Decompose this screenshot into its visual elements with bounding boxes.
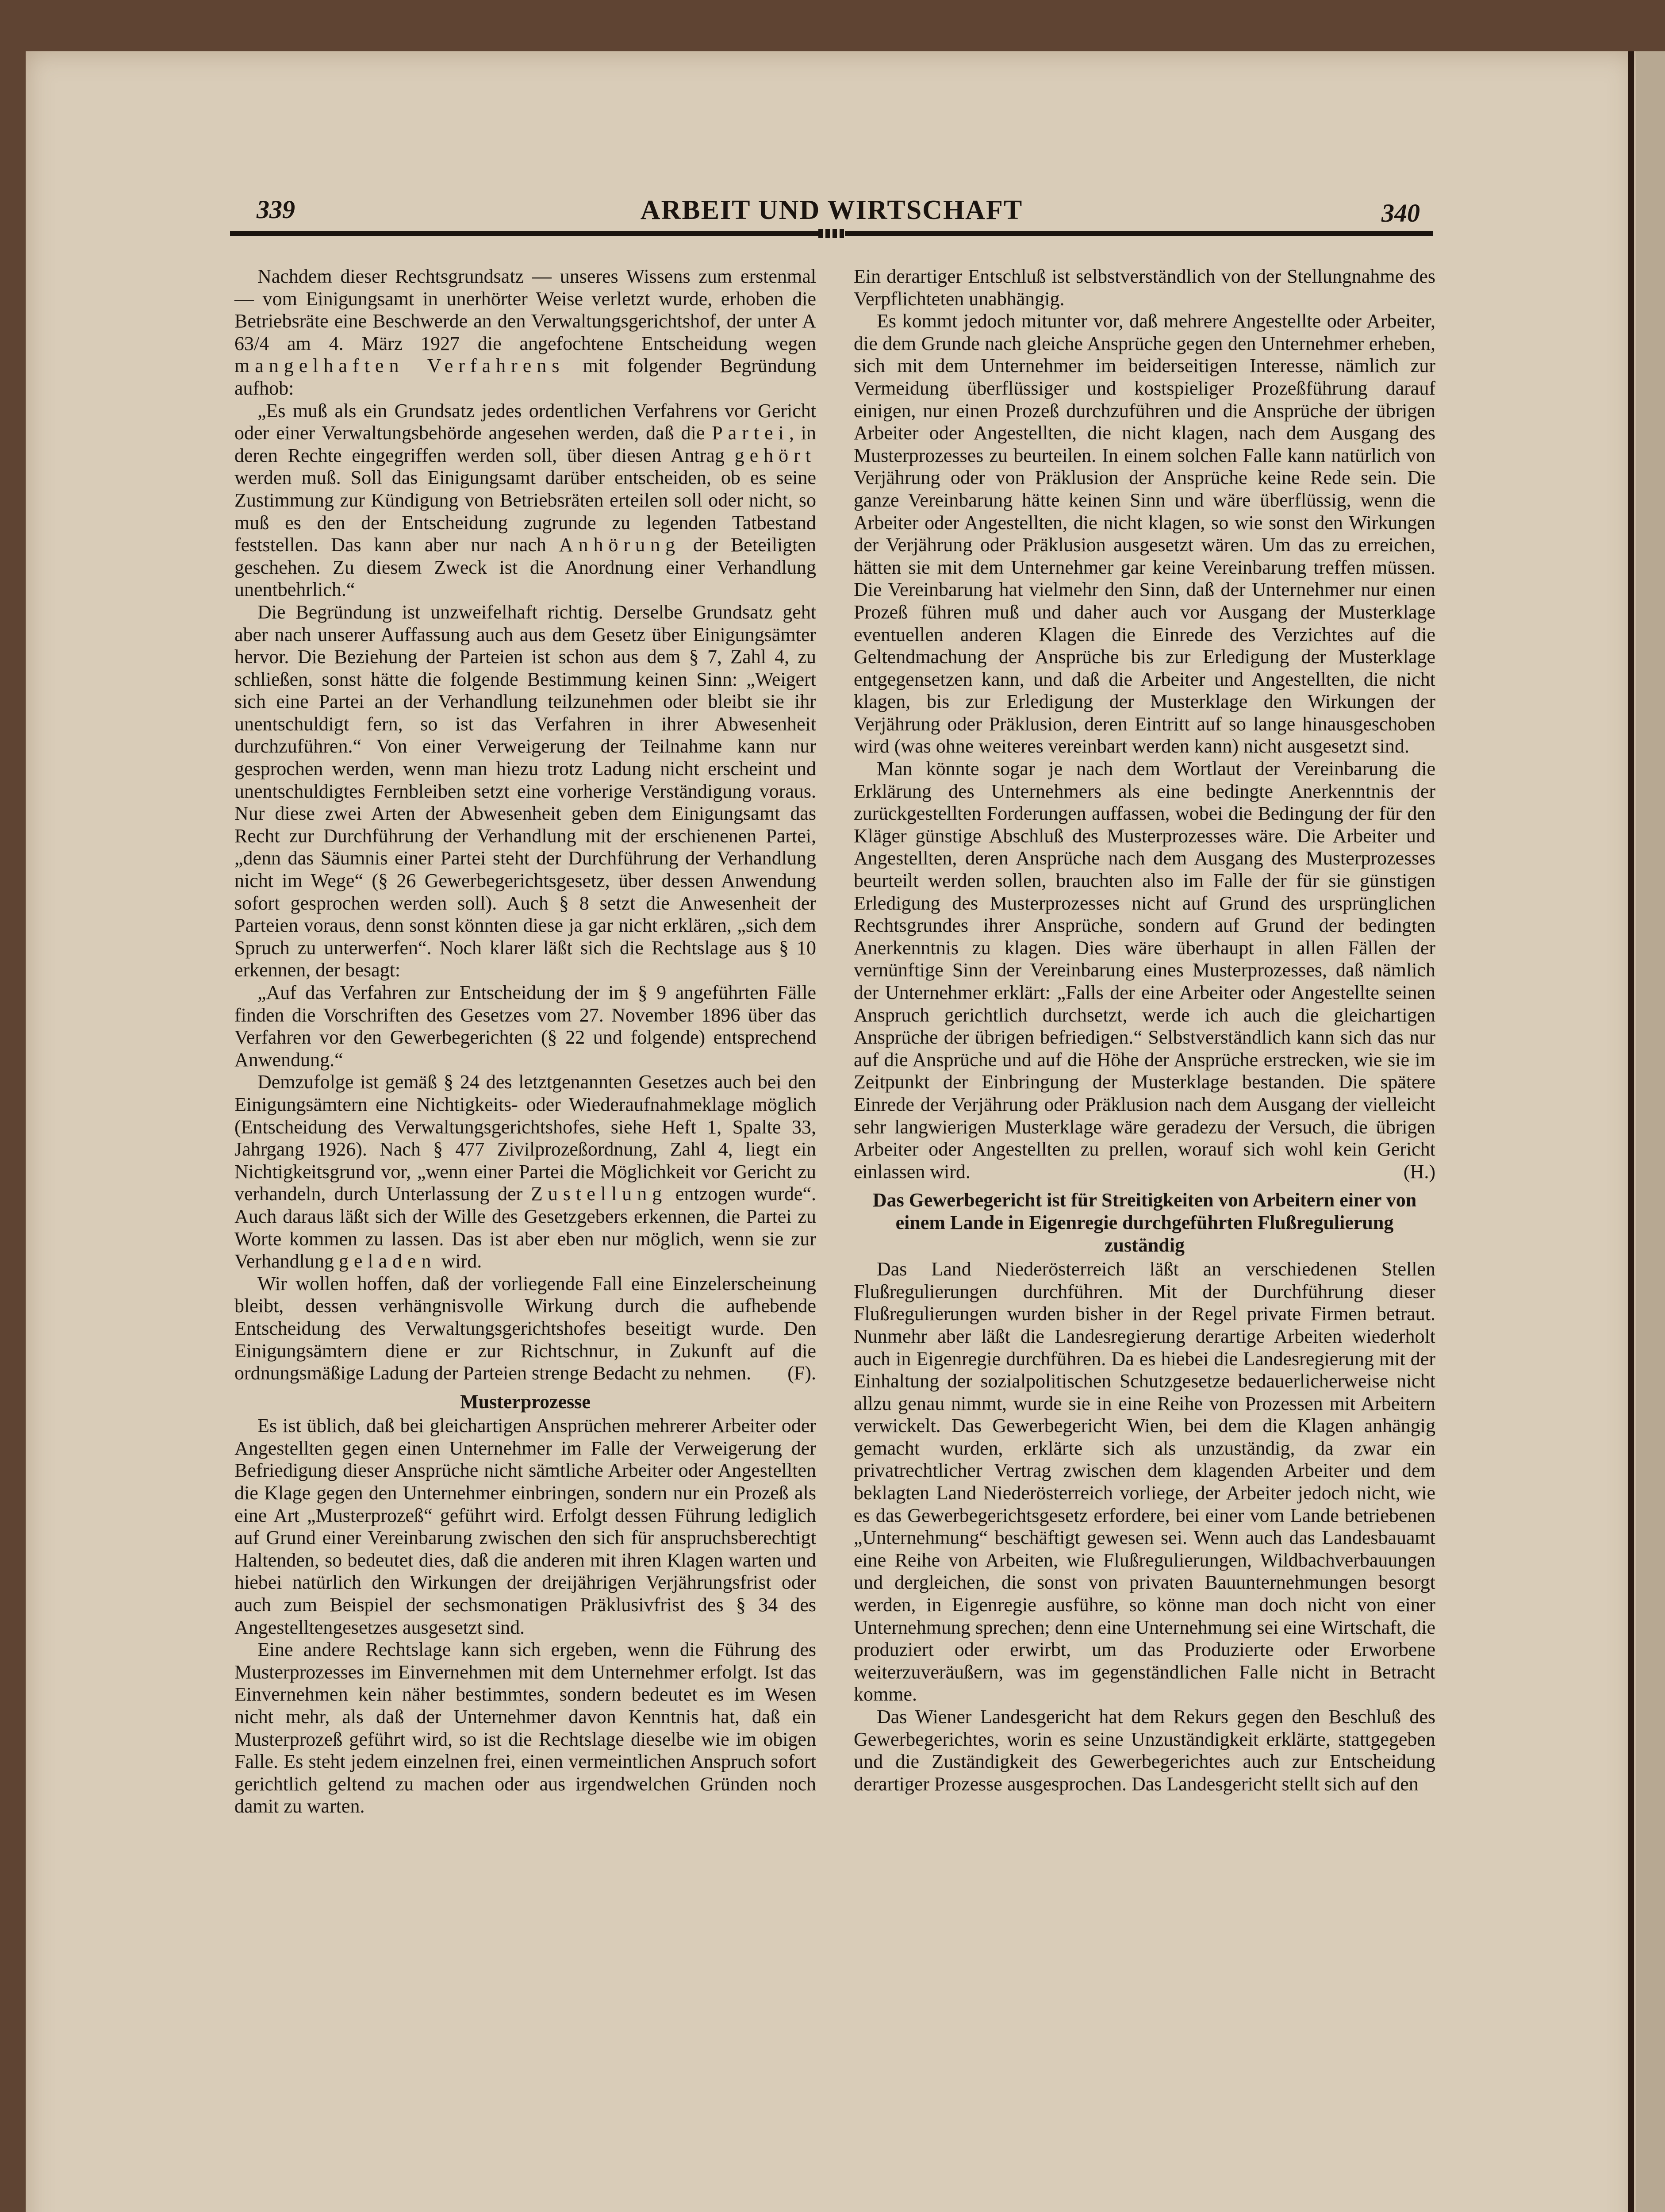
- header-rule: [230, 231, 1433, 236]
- paragraph: Ein derartiger Entschluß ist selbstverständlich von der Stellungnahme des Verpflichteten unabhängig.: [854, 265, 1435, 310]
- section-heading: Musterprozesse: [460, 1390, 591, 1413]
- section-heading: Das Gewerbegericht ist für Streitigkeiten von Arbeitern einer von einem Lande in Eigenregie durchgeführten Flußregulierung zuständig: [872, 1189, 1417, 1256]
- paragraph: Nachdem dieser Rechtsgrundsatz — unseres Wissens zum erstenmal — vom Einigungsamt in unerhörter Weise verletzt wurde, erhoben die Betriebsräte eine Beschwerde an den Verwaltungsgerichtshof, der unter A 63/4 am 4. März 1927 die angefochtene Entscheidung wegen mangelhaften Verfahrens mit folgender Begründung aufhob:: [234, 265, 816, 399]
- paragraph: Es ist üblich, daß bei gleichartigen Ansprüchen mehrerer Arbeiter oder Angestellten gegen einen Unternehmer im Falle der Verweigerung der Befriedigung dieser Ansprüche nicht sämtliche Arbeiter oder Angestellten die Klage gegen den Unternehmer einbringen, sondern nur ein Prozeß als eine Art „Musterprozeß“ geführt wird. Erfolgt dessen Führung lediglich auf Grund einer Vereinbarung zwischen den sich für anspruchsberechtigt Haltenden, so bedeutet dies, daß die anderen mit ihren Klagen warten und hiebei natürlich den Wirkungen der dreijährigen Verjährungsfrist oder auch zum Beispiel der sechsmonatigen Präklusivfrist des § 34 des Angestelltengesetzes ausgesetzt sind.: [234, 1415, 816, 1638]
- right-column: [854, 265, 1435, 1795]
- paragraph: Man könnte sogar je nach dem Wortlaut der Vereinbarung die Erklärung des Unternehmers als eine bedingte Anerkenntnis der zurückgestellten Forderungen auffassen, wobei die Bedingung der für den Kläger günstige Abschluß des Musterprozesses wäre. Die Arbeiter und Angestellten, deren Ansprüche nach dem Ausgang des Musterprozesses beurteilt werden sollen, brauchten also im Falle der für sie günstigen Erledigung des Musterprozesses nicht auf Grund des ursprünglichen Rechtsgrundes ihrer Ansprüche, sondern auf Grund der bedingten Anerkenntnis zu klagen. Dies wäre überhaupt in allen Fällen der vernünftige Sinn der Vereinbarung eines Musterprozesses, daß nämlich der Unternehmer erklärt: „Falls der eine Arbeiter oder Angestellte seinen Anspruch gerichtlich durchsetzt, werde ich auch die gleichartigen Ansprüche der übrigen befriedigen.“ Selbstverständlich kann sich das nur auf die Ansprüche und auf die Höhe der Ansprüche erstrecken, wie sie im Zeitpunkt der Einbringung der Musterklage bestanden. Die spätere Einrede der Verjährung oder Präklusion nach dem Ausgang der vielleicht sehr langwierigen Musterklage wäre geradezu der Versuch, die übrigen Arbeiter oder Angestellten zu prellen, worauf sich wohl kein Gericht einlassen wird. (H.): [854, 758, 1435, 1183]
- quotation: „Es muß als ein Grundsatz jedes ordentlichen Verfahrens vor Gericht oder einer Verwaltungsbehörde angesehen werden, daß die Partei, in deren Rechte eingegriffen werden soll, über diesen Antrag gehört werden muß. Soll das Einigungsamt darüber entscheiden, ob es seine Zustimmung zur Kündigung von Betriebsräten erteilen soll oder nicht, so muß es den der Entscheidung zugrunde zu legenden Tatbestand feststellen. Das kann aber nur nach Anhörung der Beteiligten geschehen. Zu diesem Zweck ist die Anordnung einer Verhandlung unentbehrlich.“: [234, 399, 817, 601]
- next-page-strip: [1636, 51, 1665, 2212]
- paragraph: Eine andere Rechtslage kann sich ergeben, wenn die Führung des Musterprozesses im Einvernehmen mit dem Unternehmer erfolgt. Ist das Einvernehmen kein näher bestimmtes, sondern bedeutet es im Wesen nicht mehr, als daß der Unternehmer davon Kenntnis hat, daß ein Musterprozeß geführt wird, so ist die Rechtslage dieselbe wie im obigen Falle. Es steht jedem einzelnen frei, einen vermeintlichen Anspruch sofort gerichtlich geltend zu machen oder aus irgendwelchen Gründen noch damit zu warten.: [234, 1639, 816, 1817]
- paragraph: Das Wiener Landesgericht hat dem Rekurs gegen den Beschluß des Gewerbegerichtes, worin es seine Unzuständigkeit erklärte, stattgegeben und die Zuständigkeit des Gewerbegerichtes auch zur Entscheidung derartiger Prozesse ausgesprochen. Das Landesgericht stellt sich auf den: [854, 1706, 1435, 1795]
- journal-title: ARBEIT UND WIRTSCHAFT: [640, 195, 1023, 225]
- page-fold-edge: [1628, 51, 1634, 2212]
- paragraph: Demzufolge ist gemäß § 24 des letztgenannten Gesetzes auch bei den Einigungsämtern eine Nichtigkeits- oder Wiederaufnahmeklage möglich (Entscheidung des Verwaltungsgerichtshofes, siehe Heft 1, Spalte 33, Jahrgang 1926). Nach § 477 Zivilprozeßordnung, Zahl 4, liegt ein Nichtigkeitsgrund vor, „wenn einer Partei die Möglichkeit vor Gericht zu verhandeln, durch Unterlassung der Zustellung entzogen wurde“. Auch daraus läßt sich der Wille des Gesetzgebers erkennen, die Partei zu Worte kommen zu lassen. Das ist aber eben nur möglich, wenn sie zur Verhandlung geladen wird.: [234, 1071, 816, 1272]
- author-initial: (H.): [1403, 1160, 1435, 1183]
- paragraph: Es kommt jedoch mitunter vor, daß mehrere Angestellte oder Arbeiter, die dem Grunde nach gleiche Ansprüche gegen den Unternehmer erheben, sich mit dem Unternehmer im beiderseitigen Interesse, nämlich zur Vermeidung überflüssiger und kostspieliger Prozeßführung darauf einigen, nur einen Prozeß durchzuführen und die Ansprüche der übrigen Arbeiter oder Angestellten, die nicht klagen, nach dem Ausgang des Musterprozesses zu beurteilen. In einem solchen Falle kann natürlich von Verjährung oder von Präklusion der Ansprüche keine Rede sein. Die ganze Vereinbarung hätte keinen Sinn und wäre überflüssig, wenn die Arbeiter oder Angestellten, die nicht klagen, so wie sonst den Wirkungen der Verjährung oder Präklusion ausgesetzt wären. Um das zu erreichen, hätten sie mit dem Unternehmer gar keine Vereinbarung treffen müssen. Die Vereinbarung hat vielmehr den Sinn, daß der Unternehmer nur einen Prozeß führen muß und daher auch vor Ausgang der Musterklage eventuellen anderen Klagen die Einrede des Verzichtes auf die Geltendmachung der Ansprüche bis zur Erledigung der Musterklage entgegensetzen kann, und daß die Arbeiter und Angestellten, die nicht klagen, bis zur Erledigung der Musterklage den Wirkungen der Verjährung oder Präklusion, deren Eintritt auf so lange hinausgeschoben wird (was ohne weiteres vereinbart werden kann) nicht ausgesetzt sind.: [854, 310, 1435, 757]
- paragraph: Das Land Niederösterreich läßt an verschiedenen Stellen Flußregulierungen durchführen. Mit der Durchführung dieser Flußregulierungen wurden bisher in der Regel private Firmen betraut. Nunmehr aber läßt die Landesregierung derartige Arbeiten wiederholt auch in Eigenregie durchführen. Da es hiebei die Landesregierung mit der Einhaltung der sozialpolitischen Schutzgesetze bedauerlicherweise nicht allzu genau nimmt, wurde sie in eine Reihe von Prozessen mit Arbeitern verwickelt. Das Gewerbegericht Wien, bei dem die Klagen anhängig gemacht wurden, erklärte sich als unzuständig, da zwar ein privatrechtlicher Vertrag zwischen dem klagenden Arbeiter und dem beklagten Land Niederösterreich vorliege, der Arbeiter jedoch nicht, wie es das Gewerbegerichtsgesetz erfordere, bei einer vom Lande betriebenen „Unternehmung“ beschäftigt gewesen sei. Wenn auch das Landesbauamt eine Reihe von Arbeiten, wie Flußregulierungen, Wildbachverbauungen und dergleichen, die sonst von privaten Bauunternehmungen besorgt werden, in Eigenregie ausführe, so könne man doch nicht von einer Unternehmung sprechen; denn eine Unternehmung sei eine Wirtschaft, die produziert oder erwirbt, um das Produzierte oder Erworbene weiterzuveräußern, was im gegenständlichen Falle nicht in Betracht komme.: [854, 1258, 1435, 1705]
- paragraph: Die Begründung ist unzweifelhaft richtig. Derselbe Grundsatz geht aber nach unserer Auffassung auch aus dem Gesetz über Einigungsämter hervor. Die Beziehung der Parteien ist schon aus dem § 7, Zahl 4, zu schließen, sonst hätte die folgende Bestimmung keinen Sinn: „Weigert sich eine Partei an der Verhandlung teilzunehmen oder bleibt sie ihr unentschuldigt fern, so ist das Verfahren in ihrer Abwesenheit durchzuführen.“ Von einer Verweigerung der Teilnahme kann nur gesprochen werden, wenn man hiezu trotz Ladung nicht erscheint und unentschuldigtes Fernbleiben setzt eine vorherige Verständigung voraus. Nur diese zwei Arten der Abwesenheit geben dem Einigungsamt das Recht zur Durchführung der Verhandlung mit der erschienenen Partei, „denn das Säumnis einer Partei steht der Durchführung der Verhandlung nicht im Wege“ (§ 26 Gewerbegerichtsgesetz, über dessen Anwendung sofort gesprochen werden soll). Auch § 8 setzt die Anwesenheit der Parteien voraus, denn sonst könnten diese ja gar nicht erklären, „sich dem Spruch zu unterwerfen“. Noch klarer läßt sich die Rechtslage aus § 10 erkennen, der besagt:: [234, 601, 816, 981]
- quotation: „Auf das Verfahren zur Entscheidung der im § 9 angeführten Fälle finden die Vorschriften des Gesetzes vom 27. November 1896 über das Verfahren vor den Gewerbegerichten (§ 22 und folgende) entsprechend Anwendung.“: [234, 982, 816, 1071]
- page-number-left: 339: [257, 195, 295, 224]
- page-number-right: 340: [1381, 199, 1420, 227]
- paragraph: Wir wollen hoffen, daß der vorliegende Fall eine Einzelerscheinung bleibt, dessen verhängnisvolle Wirkung durch die aufhebende Entscheidung des Verwaltungsgerichtshofes beseitigt wurde. Den Einigungsämtern diene er zur Richtschnur, in Zukunft auf die ordnungsmäßige Ladung der Parteien strenge Bedacht zu nehmen. (F).: [234, 1272, 816, 1384]
- author-initial: (F).: [787, 1362, 816, 1384]
- left-column: [234, 265, 816, 1818]
